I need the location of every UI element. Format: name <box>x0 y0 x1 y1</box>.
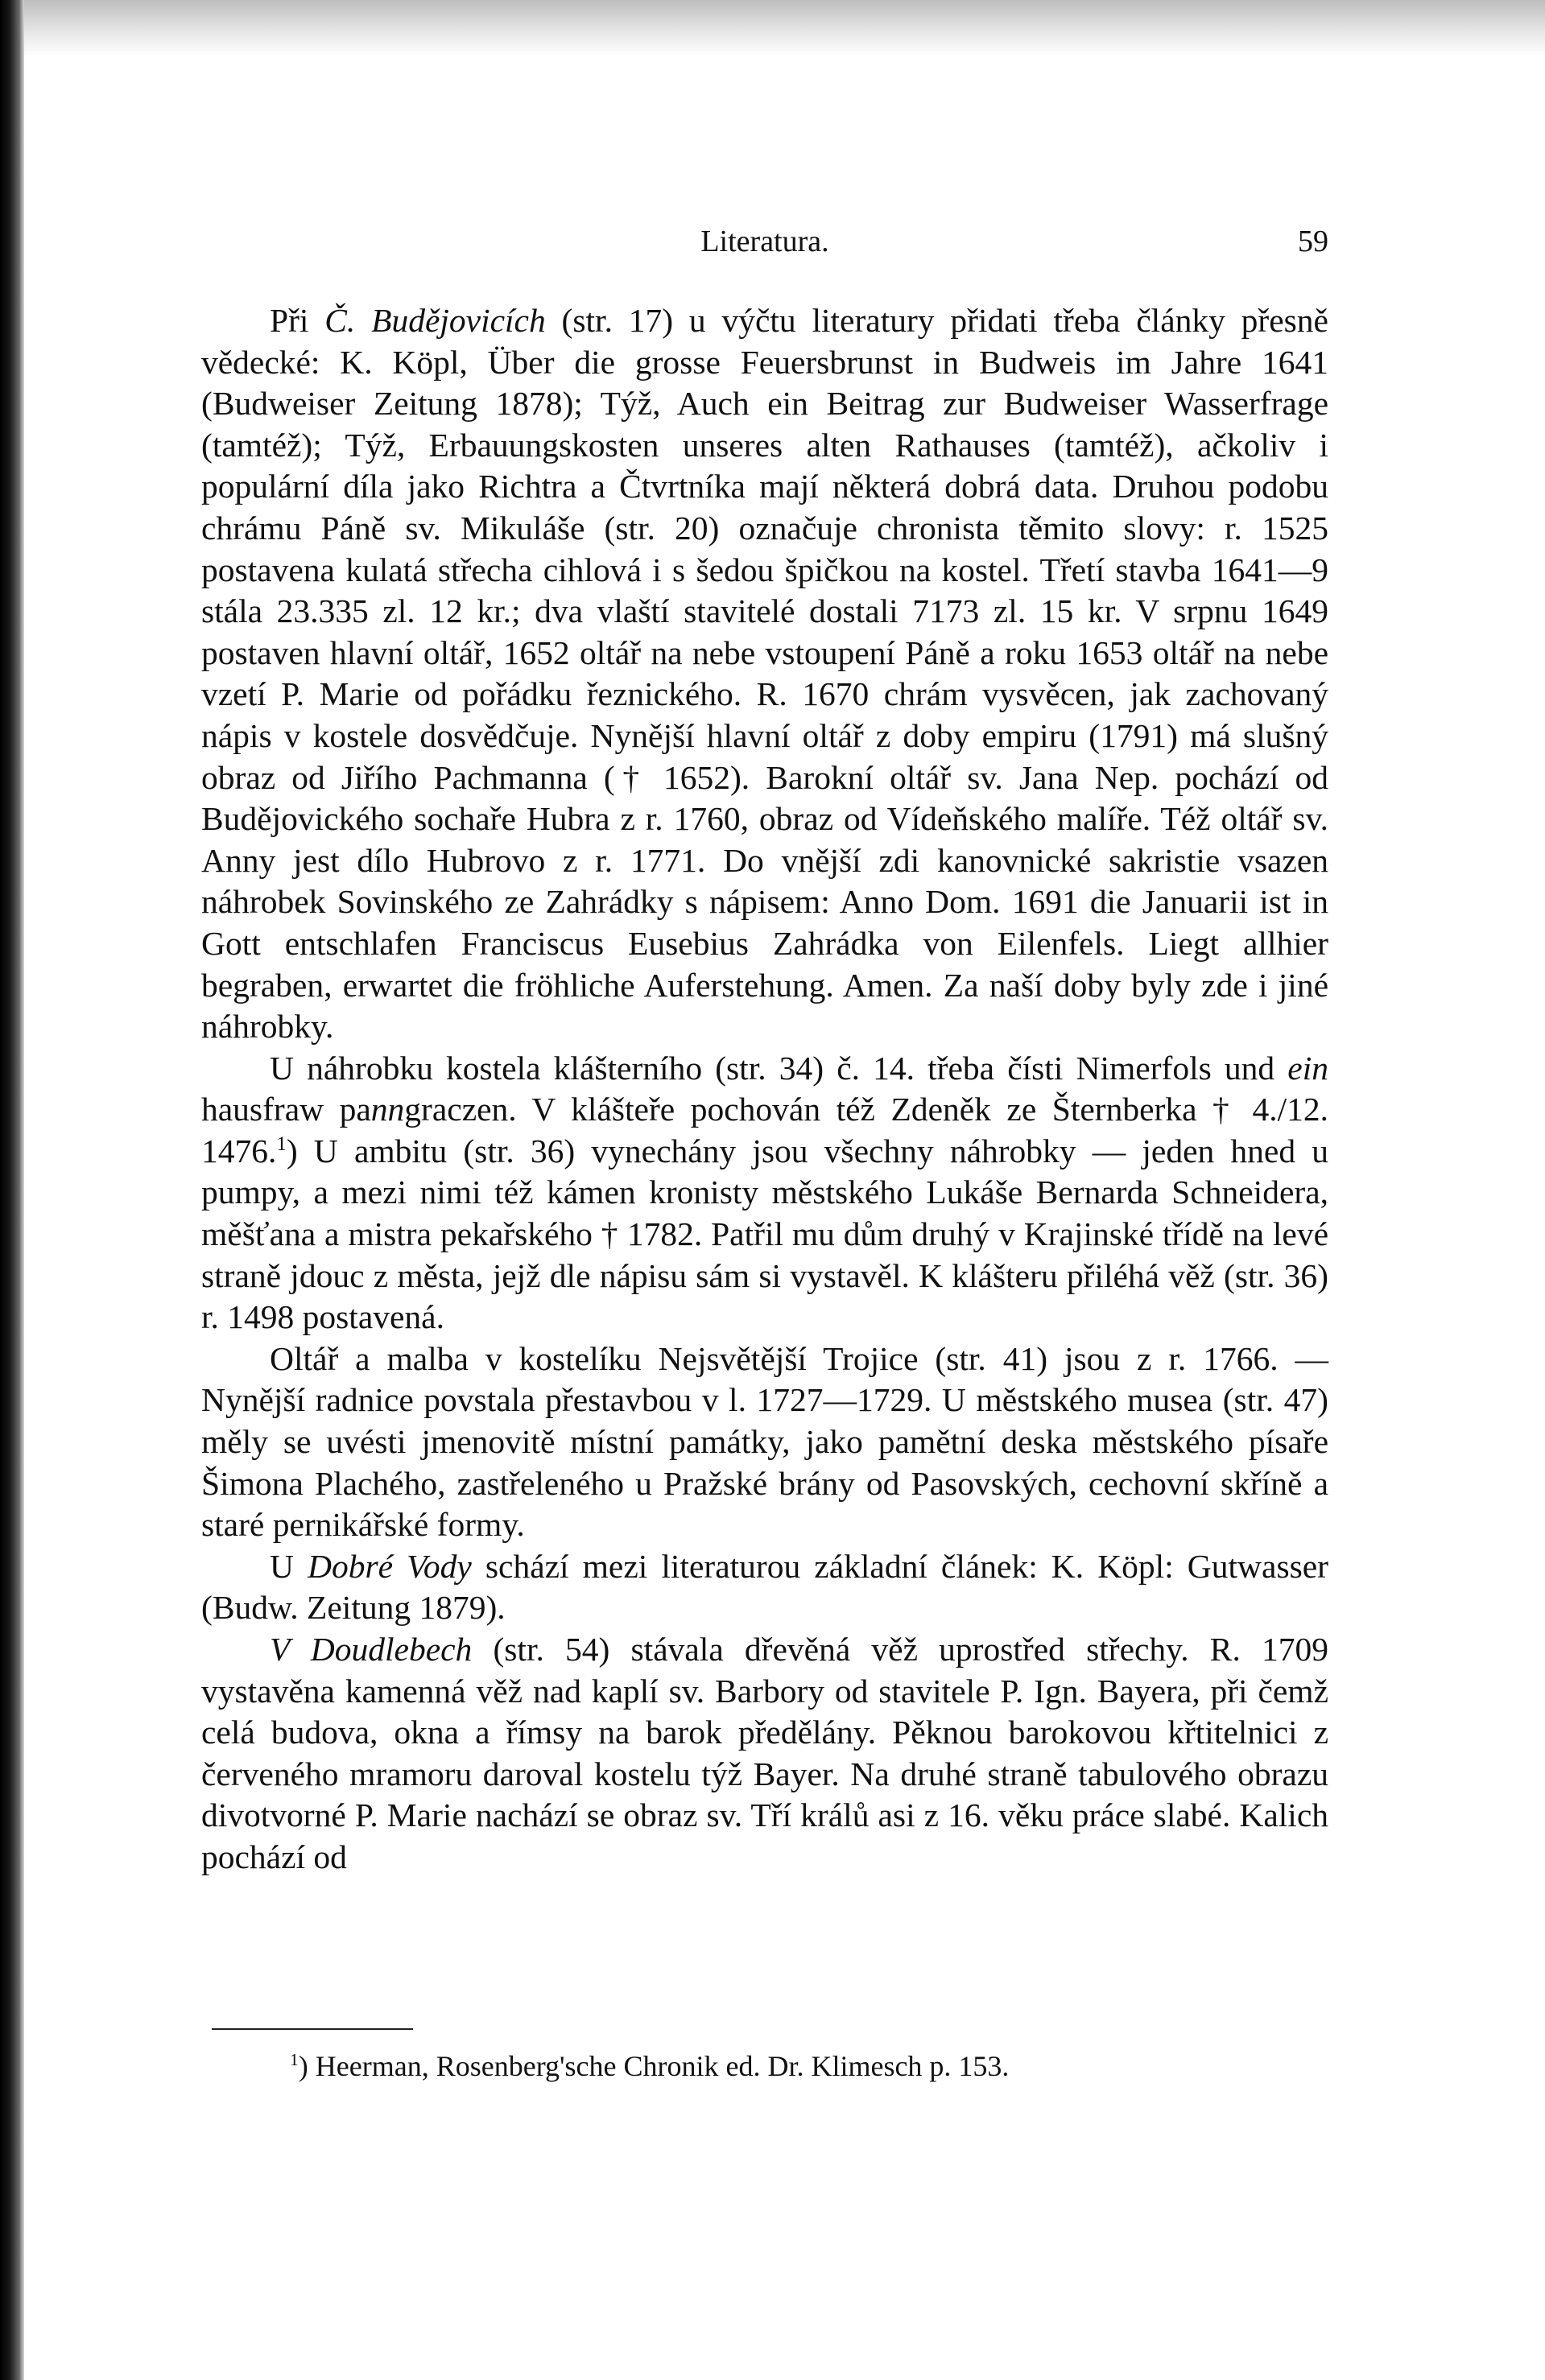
place-name-italic: Dobré Vody <box>308 1547 472 1585</box>
italic-word: nn <box>370 1091 405 1128</box>
paragraph-text: (str. 17) u výčtu literatury přidati třeba články přesně vědecké: K. Köpl, Über die grosse Feuersbrunst in Budweis im Jahre 1641 (Budweiser Zeitung 1878); Týž, Auch ein Beitrag zur Budweiser Wasserfrage (tamtéž); Týž, Erbauungskosten unseres alten Rathauses (tamtéž), ačkoliv i populární díla jako Richtra a Čtvrtníka mají některá dobrá data. Druhou podobu chrámu Páně sv. Mikuláše (str. 20) označuje chronista těmito slovy: r. 1525 postavena kulatá střecha cihlová i s šedou špičkou na kostel. Třetí stavba 1641—9 stála 23.335 zl. 12 kr.; dva vlaští stavitelé dostali 7173 zl. 15 kr. V srpnu 1649 postaven hlavní oltář, 1652 oltář na nebe vstoupení Páně a roku 1653 oltář na nebe vzetí P. Marie od pořádku řeznického. R. 1670 chrám vysvěcen, jak zachovaný nápis v kostele dosvědčuje. Nynější hlavní oltář z doby empiru (1791) má slušný obraz od Jiřího Pachmanna († 1652). Barokní oltář sv. Jana Nep. pochází od Budějovického sochaře Hubra z r. 1760, obraz od Vídeňského malíře. Též oltář sv. Anny jest dílo Hubrovo z r. 1771. Do vnější zdi kanovnické sakristie vsazen náhrobek Sovinského ze Zahrádky s nápisem: Anno Dom. 1691 die Januarii ist in Gott entschlafen Franciscus Eusebius Zahrádka von Eilenfels. Liegt allhier begraben, erwartet die fröhliche Auferstehung. Amen. Za naší doby byly zde i jiné náhrobky. <box>201 302 1328 1046</box>
paragraph-klasterni-kostel <box>201 1048 1328 1338</box>
paragraph-text: ) U ambitu (str. 36) vynechány jsou všechny náhrobky — jeden hned u pumpy, a mezi nimi též kámen kronisty městského Lukáše Bernarda Schneidera, měšťana a mistra pekařského † 1782. Patřil mu dům druhý v Krajinské třídě na levé straně jdouc z města, jejž dle nápisu sám si vystavěl. K klášteru přiléhá věž (str. 36) r. 1498 postavená. <box>201 1132 1328 1336</box>
paragraph-text: Oltář a malba v kostelíku Nejsvětější Trojice (str. 41) jsou z r. 1766. — Nynější radnice povstala přestavbou v l. 1727—1729. U městského musea (str. 47) měly se uvésti jmenovitě místní památky, jako pamětní deska městského písaře Šimona Plachého, zastřeleného u Pražské brány od Pasovských, cechovní skříně a staré pernikářské formy. <box>201 1339 1328 1544</box>
paragraph-text: U náhrobku kostela klášterního (str. 34) č. 14. třeba čísti Nimerfols und <box>270 1049 1288 1087</box>
paragraph-text: hausfraw pa <box>201 1091 371 1128</box>
footnote-divider <box>212 2028 413 2030</box>
paragraph-doudleby <box>201 1629 1328 1879</box>
scan-top-shadow <box>24 0 1545 56</box>
body-text <box>201 300 1328 1879</box>
page-number: 59 <box>1298 225 1328 258</box>
footnote-mark: 1 <box>290 2050 299 2069</box>
page-header <box>201 224 1328 272</box>
paragraph-text: schází mezi literaturou základní článek: K. Köpl: Gutwasser (Budw. Zeitung 1879). <box>201 1547 1328 1627</box>
place-name-italic: V Doudlebech <box>270 1631 473 1668</box>
paragraph-text: (str. 54) stávala dřevěná věž uprostřed střechy. R. 1709 vystavěna kamenná věž nad kaplí sv. Barbory od stavitele P. Ign. Bayera, při čemž celá budova, okna a římsy na barok předělány. Pěknou barokovou křtitelnici z červeného mramoru daroval kostelu týž Bayer. Na druhé straně tabulového obrazu divotvorné P. Marie nachází se obraz sv. Tří králů asi z 16. věku práce slabé. Kalich pochází od <box>201 1631 1328 1875</box>
paragraph-trojice <box>201 1338 1328 1546</box>
paragraph-text: Při <box>270 302 325 339</box>
place-name-italic: Č. Budějovicích <box>324 302 546 339</box>
italic-word: ein <box>1287 1049 1328 1087</box>
footnote <box>290 2048 1328 2084</box>
footnote-text: ) Heerman, Rosenberg'sche Chronik ed. Dr. Klimesch p. 153. <box>298 2050 1010 2082</box>
paragraph-dobra-voda <box>201 1546 1328 1629</box>
running-head: Literatura. <box>700 225 829 258</box>
paragraph-budejovice <box>201 300 1328 1048</box>
paragraph-text: graczen. V klášteře pochován též Zdeněk ze Šternberka † 4./12. 1476. <box>201 1091 1328 1169</box>
scan-edge-shadow <box>0 0 24 2380</box>
footnote-reference: 1 <box>276 1133 287 1156</box>
paragraph-text: U <box>270 1547 308 1585</box>
